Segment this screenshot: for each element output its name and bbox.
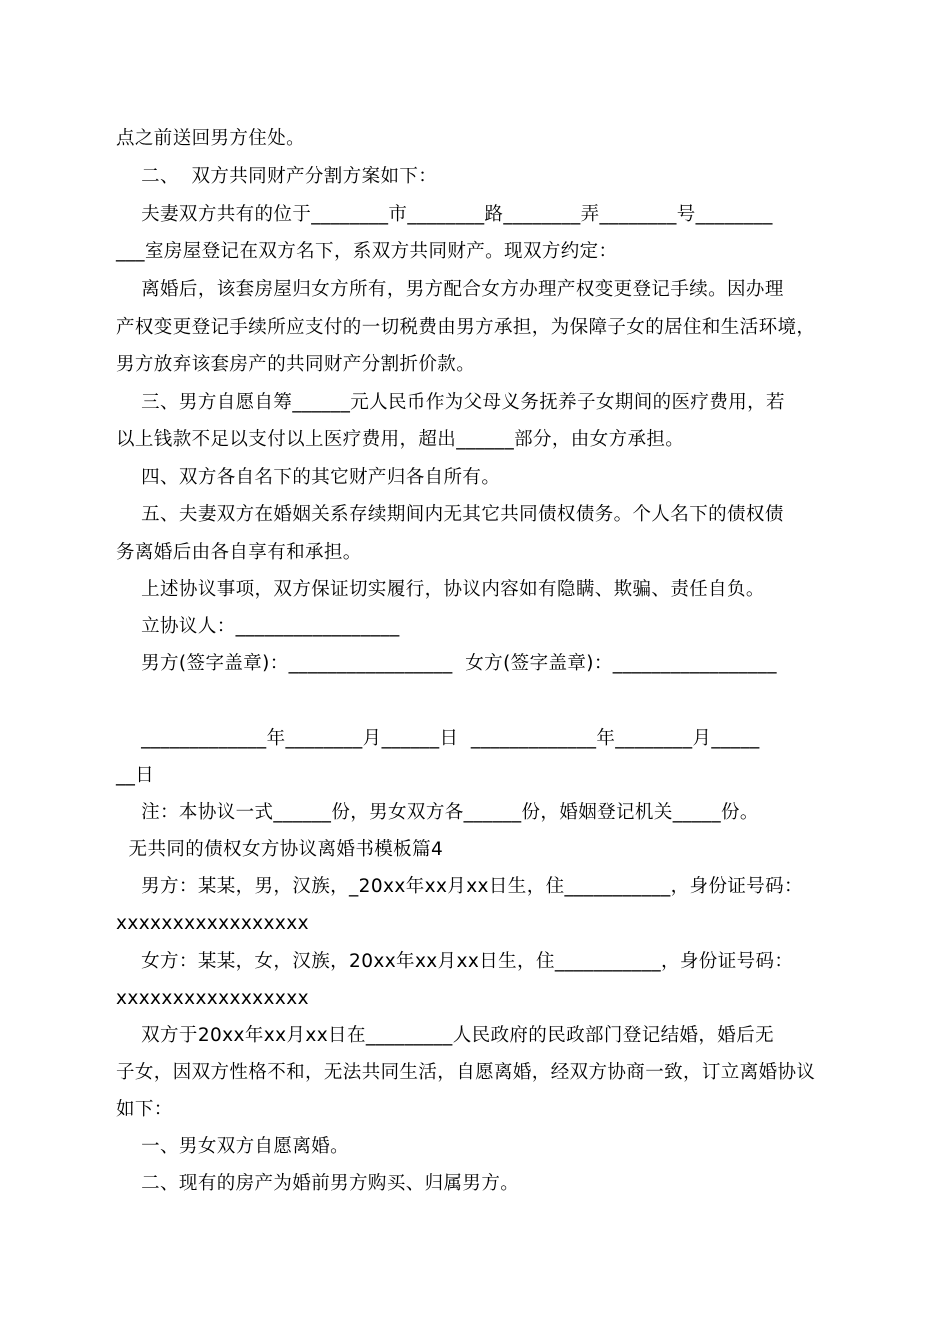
text-line-15: 男方(签字盖章)：_________________ 女方(签字盖章)：_________________ <box>116 653 777 674</box>
text-line-1: 点之前送回男方住处。 <box>116 128 306 149</box>
text-line-11: 五、夫妻双方在婚姻关系存续期间内无其它共同债权债务。个人名下的债权债 <box>116 504 784 525</box>
text-line-12: 务离婚后由各自享有和承担。 <box>116 542 362 563</box>
text-line-17: __日 <box>116 765 155 786</box>
text-line-14: 立协议人：_________________ <box>116 616 400 637</box>
text-line-22: 女方：某某，女，汉族，20xx年xx月xx日生，住___________，身份证号码： <box>116 951 794 972</box>
text-line-19: 无共同的债权女方协议离婚书模板篇4 <box>116 839 444 860</box>
text-line-21: xxxxxxxxxxxxxxxxx <box>116 913 309 934</box>
text-line-8: 三、男方自愿自筹______元人民币作为父母义务抚养子女期间的医疗费用，若 <box>116 392 785 413</box>
text-line-28: 二、现有的房产为婚前男方购买、归属男方。 <box>116 1173 520 1194</box>
text-line-23: xxxxxxxxxxxxxxxxx <box>116 988 309 1009</box>
text-line-27: 一、男女双方自愿离婚。 <box>116 1136 350 1157</box>
text-line-7: 男方放弃该套房产的共同财产分割折价款。 <box>116 354 476 375</box>
text-line-13: 上述协议事项，双方保证切实履行，协议内容如有隐瞒、欺骗、责任自负。 <box>116 579 765 600</box>
text-line-2: 二、 双方共同财产分割方案如下： <box>116 166 438 187</box>
text-line-4: ___室房屋登记在双方名下，系双方共同财产。现双方约定： <box>116 241 618 262</box>
text-line-16: _____________年________月______日 _____________年________月_____ <box>116 728 760 749</box>
text-line-10: 四、双方各自名下的其它财产归各自所有。 <box>116 467 501 488</box>
text-line-6: 产权变更登记手续所应支付的一切税费由男方承担，为保障子女的居住和生活环境， <box>116 317 816 338</box>
text-line-9: 以上钱款不足以支付以上医疗费用，超出______部分，由女方承担。 <box>116 429 685 450</box>
text-line-24: 双方于20xx年xx月xx日在_________人民政府的民政部门登记结婚，婚后无 <box>116 1025 775 1046</box>
text-line-26: 如下： <box>116 1099 173 1120</box>
text-line-18: 注：本协议一式______份，男女双方各______份，婚姻登记机关_____份。 <box>116 802 759 823</box>
text-line-5: 离婚后，该套房屋归女方所有，男方配合女方办理产权变更登记手续。因办理 <box>116 279 784 300</box>
text-line-3: 夫妻双方共有的位于________市________路________弄________号________ <box>116 204 773 225</box>
text-line-25: 子女，因双方性格不和，无法共同生活，自愿离婚，经双方协商一致，订立离婚协议 <box>116 1062 816 1083</box>
text-line-20: 男方：某某，男，汉族，_20xx年xx月xx日生，住___________，身份证号码： <box>116 876 803 897</box>
